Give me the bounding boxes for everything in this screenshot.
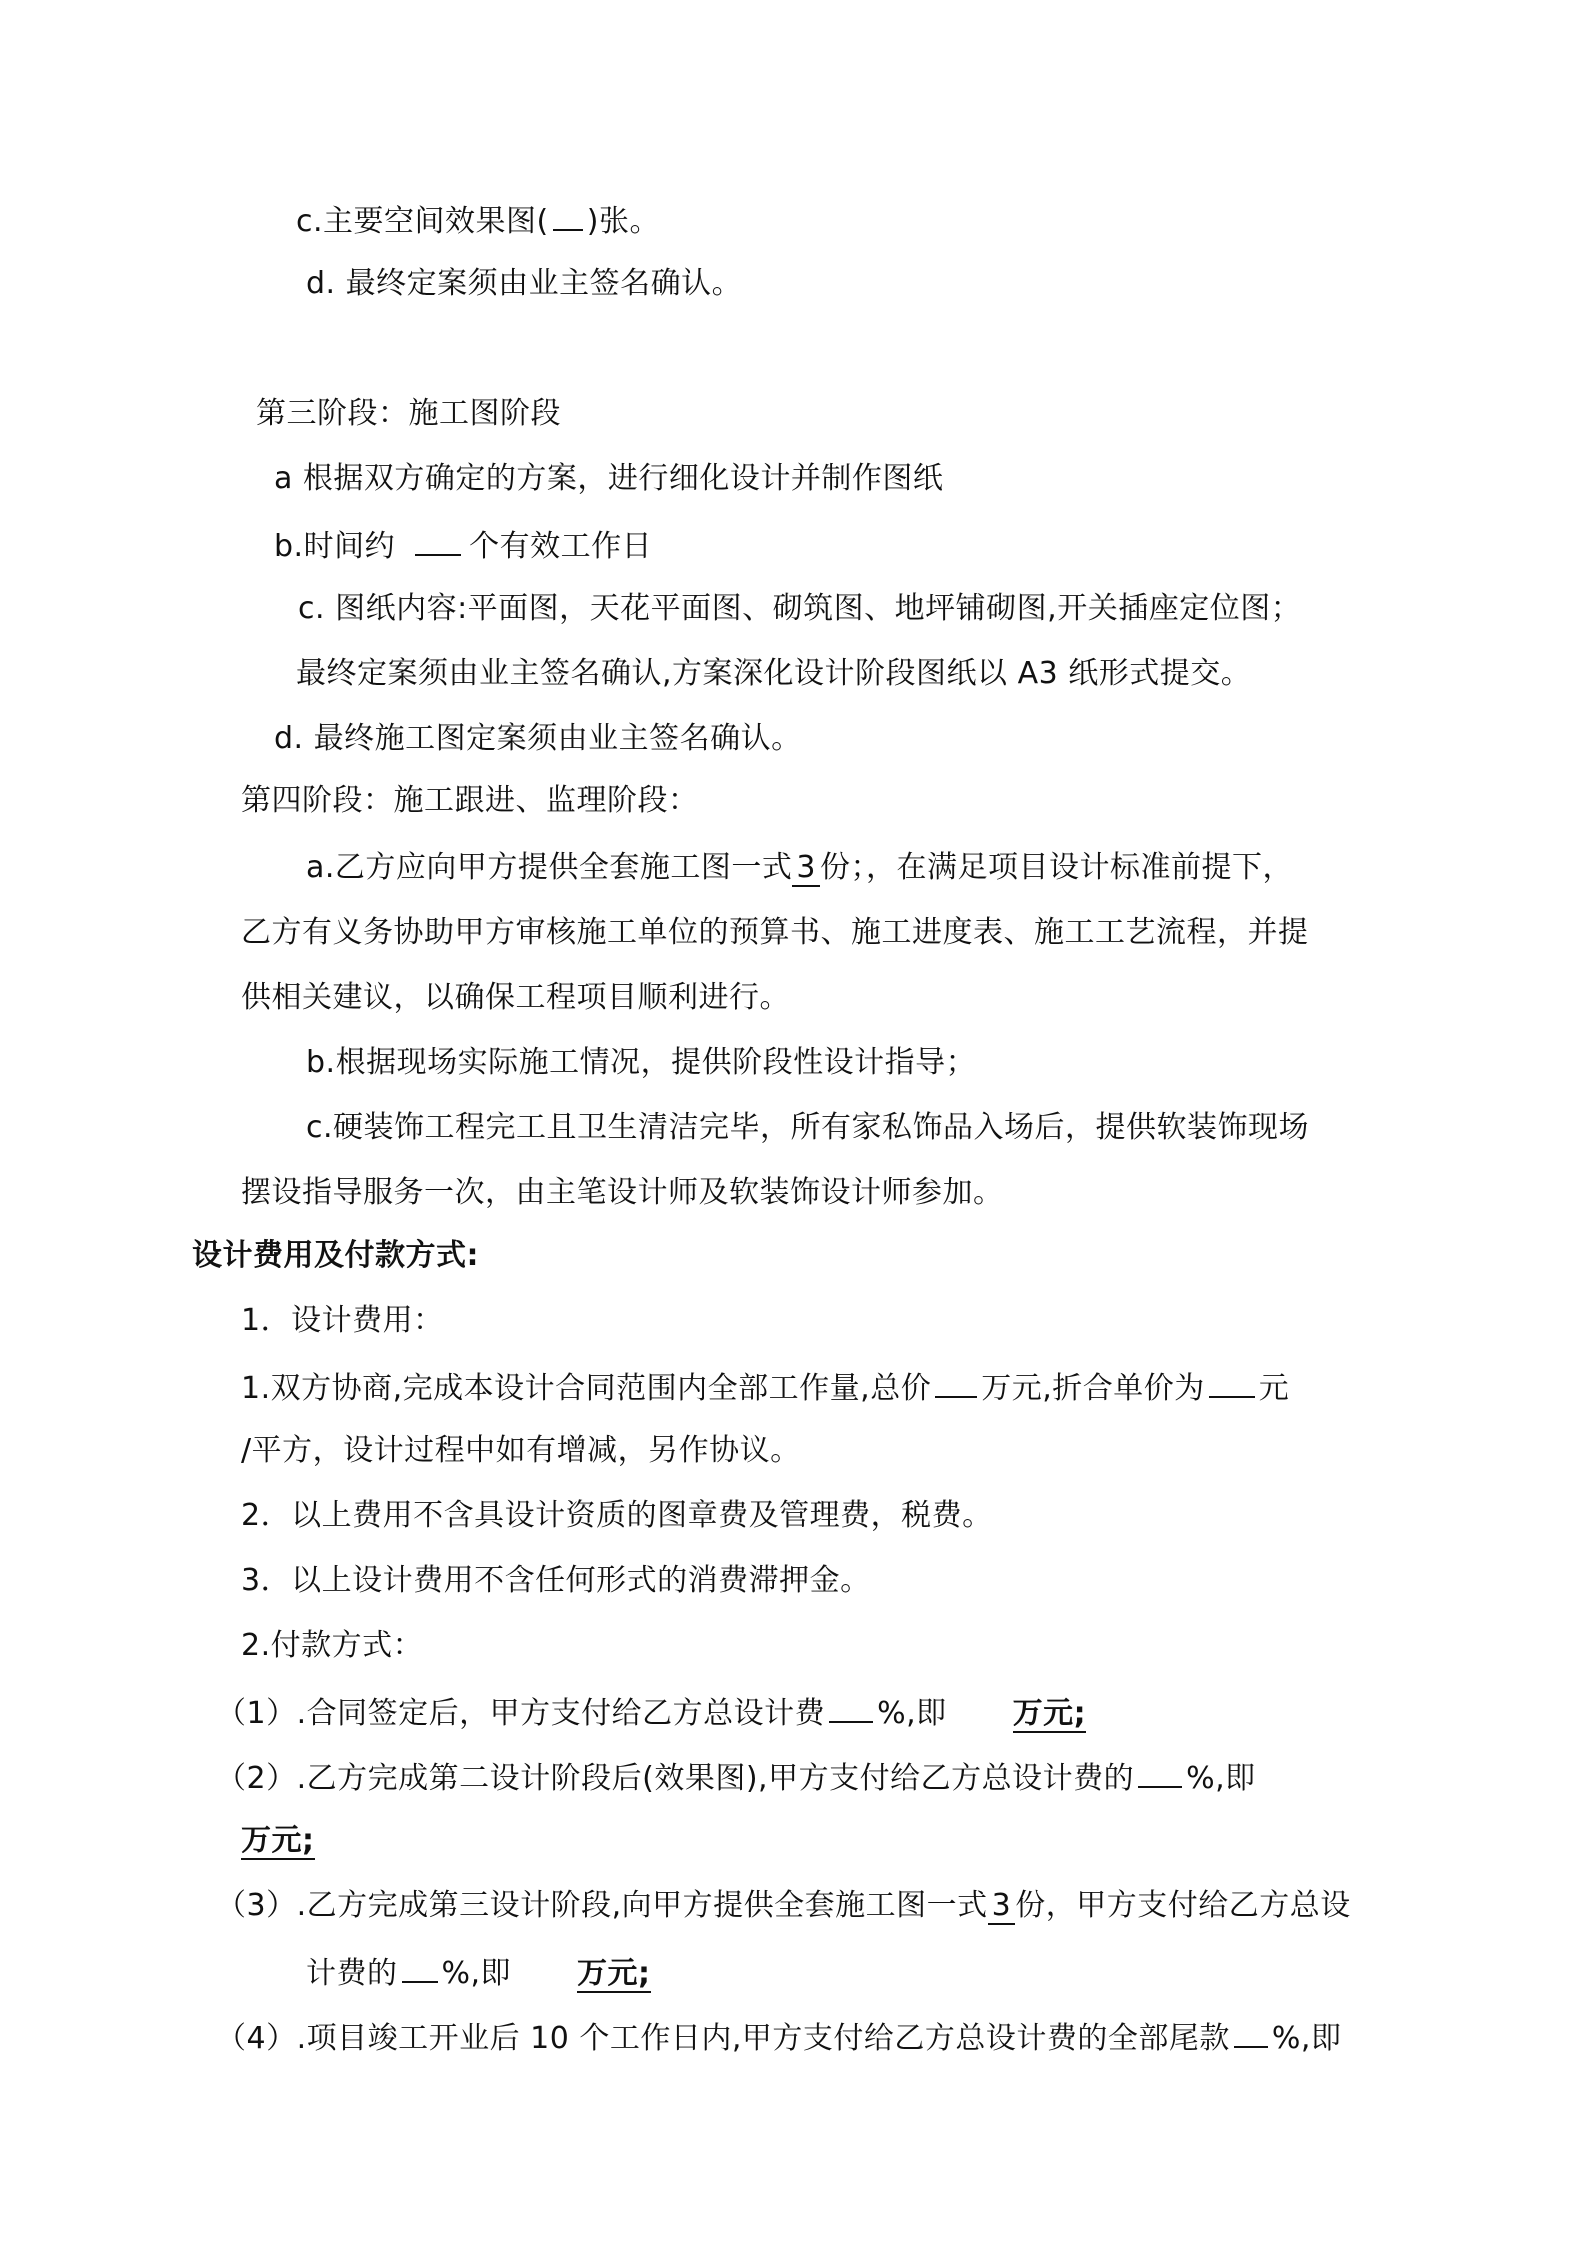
copies-value: 3 [792,850,820,887]
stage4-item-c: c.硬装饰工程完工且卫生清洁完毕，所有家私饰品入场后，提供软装饰现场 [306,1110,1310,1145]
stage2-item-c: c.主要空间效果图( )张。 [296,199,660,242]
stage3-title: 第三阶段：施工图阶段 [256,396,561,431]
stage4-item-b: b.根据现场实际施工情况，提供阶段性设计指导； [306,1045,977,1080]
unit-price-blank [1209,1366,1255,1398]
amount-unit: 万元; [577,1956,651,1991]
payment-item-4: （4）.项目竣工开业后 10 个工作日内,甲方支付给乙方总设计费的全部尾款 %,即 [216,2016,1341,2059]
stage3-item-c-cont: 最终定案须由业主签名确认,方案深化设计阶段图纸以 A3 纸形式提交。 [296,656,1252,691]
percent-blank [829,1691,873,1723]
stage3-item-d: d. 最终施工图定案须由业主签名确认。 [274,721,802,756]
stage4-item-a: a.乙方应向甲方提供全套施工图一式 3 份；，在满足项目设计标准前提下， [306,850,1294,885]
percent-blank [1234,2016,1268,2048]
amount-unit: 万元; [241,1823,315,1858]
fee-item-1: 1.双方协商,完成本设计合同范围内全部工作量,总价 万元,折合单价为 元 [241,1366,1289,1409]
percent-blank [1138,1756,1182,1788]
stage3-item-b: b.时间约 个有效工作日 [274,524,652,567]
copies-value: 3 [988,1888,1016,1925]
fee-item-3: 3．以上设计费用不含任何形式的消费滞押金。 [241,1563,871,1598]
fee-sub-payment: 2.付款方式： [241,1628,424,1663]
stage4-item-a-cont1: 乙方有义务协助甲方审核施工单位的预算书、施工进度表、施工工艺流程，并提 [241,915,1309,950]
payment-item-3-cont: 计费的 %,即 万元; [306,1951,651,1994]
percent-blank [402,1951,438,1983]
total-price-blank [935,1366,977,1398]
payment-item-2-cont [241,1821,315,1861]
count-blank [553,199,583,231]
stage3-item-c: c. 图纸内容:平面图，天花平面图、砌筑图、地坪铺砌图,开关插座定位图； [298,591,1302,626]
fee-sub-design-fee: 1．设计费用： [241,1303,444,1338]
stage4-item-a-cont2: 供相关建议，以确保工程项目顺利进行。 [241,980,790,1015]
stage2-item-d: d. 最终定案须由业主签名确认。 [306,266,743,301]
fee-item-1-cont: /平方，设计过程中如有增减，另作协议。 [241,1433,801,1468]
payment-item-2: （2）.乙方完成第二设计阶段后(效果图),甲方支付给乙方总设计费的 %,即 [216,1756,1256,1799]
fee-heading: 设计费用及付款方式: [192,1238,479,1273]
stage4-title: 第四阶段：施工跟进、监理阶段： [241,783,699,818]
fee-item-2: 2．以上费用不含具设计资质的图章费及管理费，税费。 [241,1498,993,1533]
payment-item-3: （3）.乙方完成第三设计阶段,向甲方提供全套施工图一式 3 份，甲方支付给乙方总设 [216,1888,1351,1923]
stage4-item-c-cont: 摆设指导服务一次，由主笔设计师及软装饰设计师参加。 [241,1175,1004,1210]
payment-item-1: （1）.合同签定后，甲方支付给乙方总设计费 %,即 万元; [216,1691,1086,1734]
stage3-item-a: a 根据双方确定的方案，进行细化设计并制作图纸 [274,461,944,496]
amount-unit: 万元; [1012,1696,1087,1731]
days-blank [415,524,461,556]
